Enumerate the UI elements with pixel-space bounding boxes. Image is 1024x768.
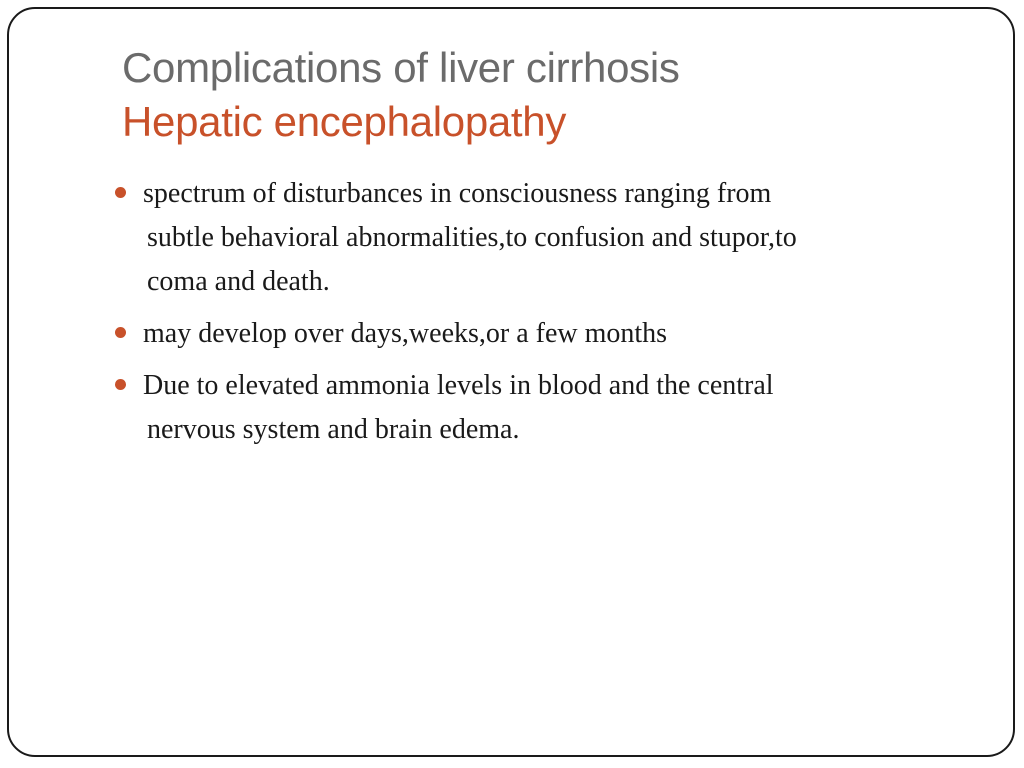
bullet-list bbox=[113, 172, 943, 460]
slide-subtitle: Hepatic encephalopathy bbox=[122, 98, 567, 145]
bullet-dot-icon bbox=[115, 327, 126, 338]
bullet-line: Due to elevated ammonia levels in blood and the central bbox=[143, 370, 774, 401]
bullet-line: may develop over days,weeks,or a few months bbox=[143, 318, 668, 349]
bullet-text bbox=[143, 312, 943, 356]
bullet-item bbox=[113, 172, 943, 304]
bullet-dot-icon bbox=[115, 379, 126, 390]
bullet-text bbox=[143, 172, 943, 304]
bullet-item bbox=[113, 312, 943, 356]
bullet-line: subtle behavioral abnormalities,to confusion and stupor,to bbox=[147, 222, 797, 253]
bullet-item bbox=[113, 364, 943, 452]
title-block bbox=[122, 41, 982, 149]
slide-title: Complications of liver cirrhosis bbox=[122, 44, 680, 91]
bullet-text bbox=[143, 364, 943, 452]
bullet-line: coma and death. bbox=[147, 266, 330, 297]
bullet-line: spectrum of disturbances in consciousness ranging from bbox=[143, 178, 772, 209]
bullet-line: nervous system and brain edema. bbox=[147, 414, 520, 445]
bullet-dot-icon bbox=[115, 187, 126, 198]
